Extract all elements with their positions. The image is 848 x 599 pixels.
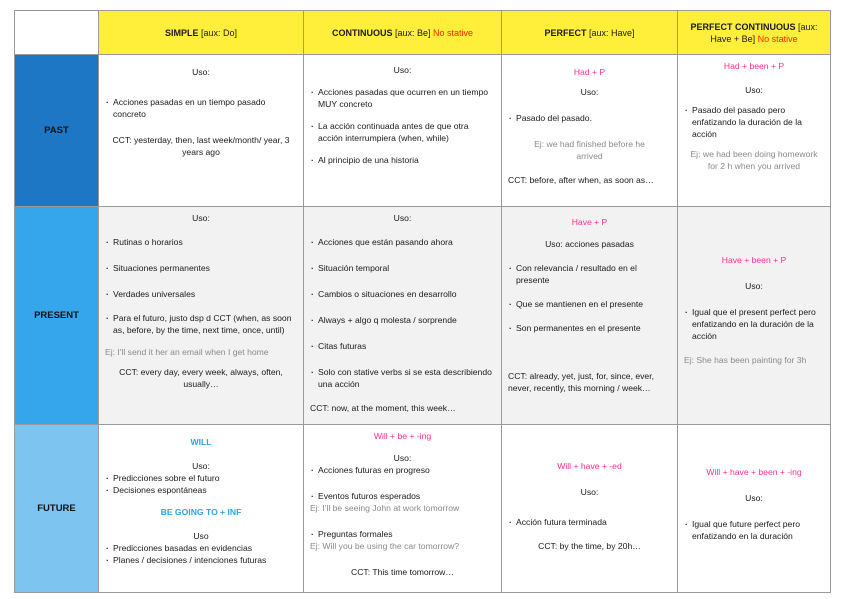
present-pc-bullet: · Igual que el present perfect pero enfatizando en la duración de la acción [684,306,824,342]
present-continuous-cct: CCT: now, at the moment, this week… [310,403,456,413]
future-simple-bullet: · Predicciones sobre el futuro [105,472,297,484]
header-simple-aux: [aux: Do] [198,27,238,38]
present-continuous-uso: Uso: [393,213,412,223]
present-simple-example: Ej: I'll send it her an email when I get home [105,347,269,357]
future-continuous-example: Ej: I'll be seeing John at work tomorrow [310,503,460,513]
past-perfect-example: Ej: we had finished before he arrived [534,139,645,161]
past-simple-bullet: · Acciones pasadas en un tiempo pasado concreto [105,96,297,120]
future-continuous-bullet: · Eventos futuros esperados [310,490,495,502]
present-perfect-bullet: · Con relevancia / resultado en el presente [508,262,671,286]
past-simple-cell [99,55,304,207]
header-pc-aux: [aux: Have + Be] [710,21,818,44]
past-perfect-cell [502,55,678,207]
present-pc-uso: Uso: [745,281,763,291]
past-perfect-formula: Had + P [573,67,606,77]
past-pc-bullet: · Pasado del pasado pero enfatizando la duración de la acción [684,104,824,140]
past-continuous-bullet: · Acciones pasadas que ocurren en un tiempo MUY concreto [310,86,495,110]
row-label-past: PAST [44,124,69,136]
present-perfect-bullet: · Que se mantienen en el presente [508,298,671,310]
present-perfect-cell [502,207,678,425]
corner-cell [15,11,99,55]
future-simple-uso-2: Uso [193,531,209,541]
present-pc-formula: Have + been + P [721,255,787,265]
future-pc-bullet: · Igual que future perfect pero enfatizando en la duración [684,518,824,542]
present-simple-bullet: · Rutinas o horarios [105,236,297,248]
header-continuous-title: CONTINUOUS [331,27,393,38]
present-continuous-bullet: · Always + algo q molesta / sorprende [310,314,495,326]
tenses-table [14,10,831,593]
future-perfect-cell [502,425,678,593]
past-pc-example: Ej: we had been doing homework [690,149,818,159]
present-simple-cell [99,207,304,425]
present-simple-bullet: · Situaciones permanentes [105,262,297,274]
header-continuous-aux: [aux: Be] [392,27,433,38]
past-perfect-cct: CCT: before, after when, as soon as… [508,175,654,185]
future-continuous-bullet: · Acciones futuras en progreso [310,464,495,476]
header-pc-note: No stative [757,33,798,44]
future-simple-bullet: · Decisiones espontáneas [105,484,297,496]
present-simple-uso: Uso: [192,213,210,223]
present-simple-bullet: · Verdades universales [105,288,297,300]
header-pc-title: PERFECT CONTINUOUS [690,21,796,32]
future-continuous-formula: Will + be + -ing [373,431,432,441]
future-pc-formula: Will + have + been + -ing [706,467,802,477]
future-simple-bullet: · Predicciones basadas en evidencias [105,542,297,554]
present-continuous-bullet: · Acciones que están pasando ahora [310,236,495,248]
header-perfect-title: PERFECT [544,27,587,38]
future-pc-uso: Uso: [745,493,763,503]
future-pc-cell [678,425,831,593]
header-simple-title: SIMPLE [164,27,199,38]
future-simple-cell [99,425,304,593]
future-continuous-uso: Uso: [393,453,412,463]
future-perfect-bullet: · Acción futura terminada [508,516,671,528]
future-continuous-bullet: · Preguntas formales [310,528,495,540]
future-continuous-cell [304,425,502,593]
row-header-present [15,207,99,425]
present-continuous-bullet: · Situación temporal [310,262,495,274]
present-simple-bullet: · Para el futuro, justo dsp d CCT (when, as soon as, before, by the time, next time, once, until) [105,312,297,336]
past-continuous-bullet: · Al principio de una historia [310,154,495,166]
future-continuous-example-2: Ej: Will you be using the car tomorrow? [310,541,460,551]
past-pc-example-2: for 2 h when you arrived [707,161,801,171]
header-perfect-continuous [678,11,831,55]
present-continuous-bullet: · Cambios o situaciones en desarrollo [310,288,495,300]
past-pc-uso: Uso: [745,85,763,95]
future-simple-bullet: · Planes / decisiones / intenciones futuras [105,554,297,566]
present-continuous-cell [304,207,502,425]
header-perfect [502,11,678,55]
future-perfect-uso: Uso: [580,487,599,497]
row-label-future: FUTURE [37,502,76,514]
past-simple-cct: CCT: yesterday, then, last week/month/ year, 3 years ago [112,135,290,157]
header-perfect-aux: [aux: Have] [586,27,635,38]
past-simple-uso: Uso: [192,67,210,77]
past-continuous-uso: Uso: [393,65,412,75]
past-continuous-cell [304,55,502,207]
row-label-present: PRESENT [34,309,79,321]
future-simple-uso: Uso: [192,461,210,471]
present-perfect-formula: Have + P [571,217,608,227]
header-simple [99,11,304,55]
present-pc-example: Ej: She has been painting for 3h [684,355,807,365]
header-continuous-note: No stative [433,27,474,38]
future-simple-going-to: BE GOING TO + INF [160,507,242,517]
past-perfect-uso: Uso: [580,87,599,97]
header-continuous [304,11,502,55]
present-perfect-cct: CCT: already, yet, just, for, since, ever, never, recently, this morning / week… [508,371,654,393]
row-header-past [15,55,99,207]
present-pc-cell [678,207,831,425]
present-perfect-uso: Uso: acciones pasadas [545,239,634,249]
future-perfect-formula: Will + have + -ed [557,461,622,471]
past-pc-cell [678,55,831,207]
row-header-future [15,425,99,593]
future-perfect-cct: CCT: by the time, by 20h… [538,541,641,551]
past-continuous-bullet: · La acción continuada antes de que otra acción interrumpiera (when, while) [310,120,495,144]
past-perfect-bullet: · Pasado del pasado. [508,112,671,124]
past-pc-formula: Had + been + P [723,61,785,71]
present-continuous-bullet: · Solo con stative verbs si se esta describiendo una acción [310,366,495,390]
present-perfect-bullet: · Son permanentes en el presente [508,322,671,334]
present-continuous-bullet: · Citas futuras [310,340,495,352]
future-continuous-cct: CCT: This time tomorrow… [351,567,454,577]
present-simple-cct: CCT: every day, every week, always, often, usually… [119,367,283,389]
future-simple-will: WILL [190,437,212,447]
